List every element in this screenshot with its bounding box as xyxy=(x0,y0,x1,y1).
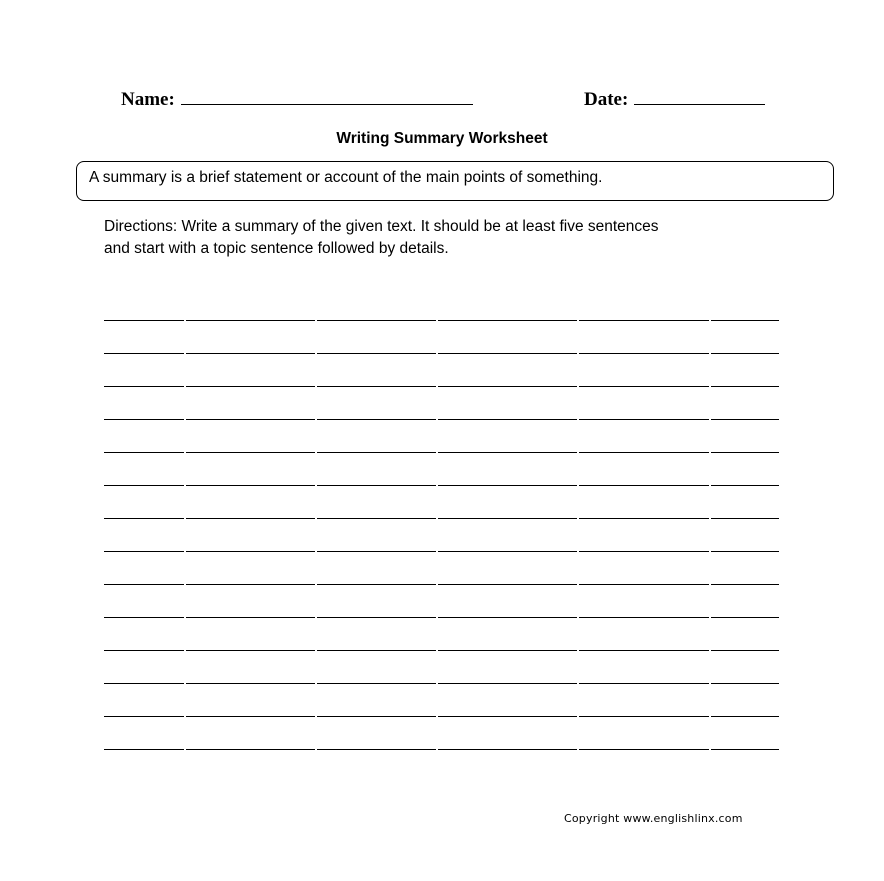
line-segment-gap xyxy=(184,583,186,587)
date-label: Date: xyxy=(584,89,629,110)
line-segment-gap xyxy=(577,352,579,356)
name-blank[interactable] xyxy=(181,86,473,105)
line-segment-gap xyxy=(315,484,317,488)
line-segment-gap xyxy=(184,550,186,554)
writing-line[interactable] xyxy=(104,419,779,452)
line-segment-gap xyxy=(709,451,711,455)
line-segment-gap xyxy=(184,715,186,719)
line-segment-gap xyxy=(577,616,579,620)
line-segment-gap xyxy=(315,418,317,422)
writing-line[interactable] xyxy=(104,617,779,650)
copyright: Copyright www.englishlinx.com xyxy=(564,812,743,825)
line-segment-gap xyxy=(577,715,579,719)
writing-line[interactable] xyxy=(104,386,779,419)
line-segment-gap xyxy=(709,583,711,587)
line-segment-gap xyxy=(315,748,317,752)
writing-line[interactable] xyxy=(104,353,779,386)
worksheet-title: Writing Summary Worksheet xyxy=(336,130,548,147)
line-segment-gap xyxy=(709,517,711,521)
line-segment-gap xyxy=(577,583,579,587)
line-segment-gap xyxy=(709,682,711,686)
line-segment-gap xyxy=(577,682,579,686)
line-segment-gap xyxy=(709,748,711,752)
line-segment-gap xyxy=(577,649,579,653)
writing-line[interactable] xyxy=(104,749,779,782)
definition-box xyxy=(76,161,834,201)
line-segment-gap xyxy=(577,319,579,323)
line-segment-gap xyxy=(436,385,438,389)
line-segment-gap xyxy=(436,649,438,653)
line-segment-gap xyxy=(436,319,438,323)
line-segment-gap xyxy=(577,484,579,488)
line-segment-gap xyxy=(184,616,186,620)
writing-line[interactable] xyxy=(104,518,779,551)
line-segment-gap xyxy=(436,484,438,488)
name-label: Name: xyxy=(121,89,175,110)
line-segment-gap xyxy=(577,748,579,752)
directions-line-2: and start with a topic sentence followed by details. xyxy=(104,240,449,257)
line-segment-gap xyxy=(184,748,186,752)
line-segment-gap xyxy=(184,517,186,521)
line-segment-gap xyxy=(315,616,317,620)
line-segment-gap xyxy=(184,385,186,389)
line-segment-gap xyxy=(709,484,711,488)
line-segment-gap xyxy=(436,748,438,752)
definition-text: A summary is a brief statement or account of the main points of something. xyxy=(89,169,603,186)
line-segment-gap xyxy=(436,517,438,521)
name-field[interactable] xyxy=(121,86,473,111)
line-segment-gap xyxy=(577,550,579,554)
line-segment-gap xyxy=(184,319,186,323)
line-segment-gap xyxy=(315,319,317,323)
line-segment-gap xyxy=(436,550,438,554)
line-segment-gap xyxy=(577,385,579,389)
line-segment-gap xyxy=(315,583,317,587)
line-segment-gap xyxy=(709,352,711,356)
date-field[interactable] xyxy=(584,86,765,111)
line-segment-gap xyxy=(436,352,438,356)
line-segment-gap xyxy=(709,319,711,323)
line-segment-gap xyxy=(709,649,711,653)
line-segment-gap xyxy=(315,649,317,653)
line-segment-gap xyxy=(709,715,711,719)
line-segment-gap xyxy=(577,418,579,422)
line-segment-gap xyxy=(436,715,438,719)
writing-lines[interactable] xyxy=(104,320,779,782)
writing-line[interactable] xyxy=(104,485,779,518)
line-segment-gap xyxy=(577,517,579,521)
line-segment-gap xyxy=(315,517,317,521)
writing-line[interactable] xyxy=(104,320,779,353)
line-segment-gap xyxy=(709,385,711,389)
line-segment-gap xyxy=(709,418,711,422)
writing-line[interactable] xyxy=(104,584,779,617)
writing-line[interactable] xyxy=(104,650,779,683)
writing-line[interactable] xyxy=(104,551,779,584)
line-segment-gap xyxy=(184,484,186,488)
line-segment-gap xyxy=(577,451,579,455)
line-segment-gap xyxy=(184,418,186,422)
line-segment-gap xyxy=(315,715,317,719)
line-segment-gap xyxy=(436,418,438,422)
writing-line[interactable] xyxy=(104,452,779,485)
line-segment-gap xyxy=(315,352,317,356)
line-segment-gap xyxy=(436,682,438,686)
line-segment-gap xyxy=(184,649,186,653)
directions-line-1: Directions: Write a summary of the given text. It should be at least five sentences xyxy=(104,218,659,235)
line-segment-gap xyxy=(436,616,438,620)
writing-line[interactable] xyxy=(104,716,779,749)
line-segment-gap xyxy=(315,550,317,554)
line-segment-gap xyxy=(315,451,317,455)
directions xyxy=(104,216,804,260)
line-segment-gap xyxy=(184,451,186,455)
line-segment-gap xyxy=(709,616,711,620)
writing-line[interactable] xyxy=(104,683,779,716)
line-segment-gap xyxy=(184,682,186,686)
line-segment-gap xyxy=(709,550,711,554)
line-segment-gap xyxy=(315,682,317,686)
line-segment-gap xyxy=(436,583,438,587)
line-segment-gap xyxy=(315,385,317,389)
date-blank[interactable] xyxy=(634,86,765,105)
line-segment-gap xyxy=(436,451,438,455)
line-segment-gap xyxy=(184,352,186,356)
